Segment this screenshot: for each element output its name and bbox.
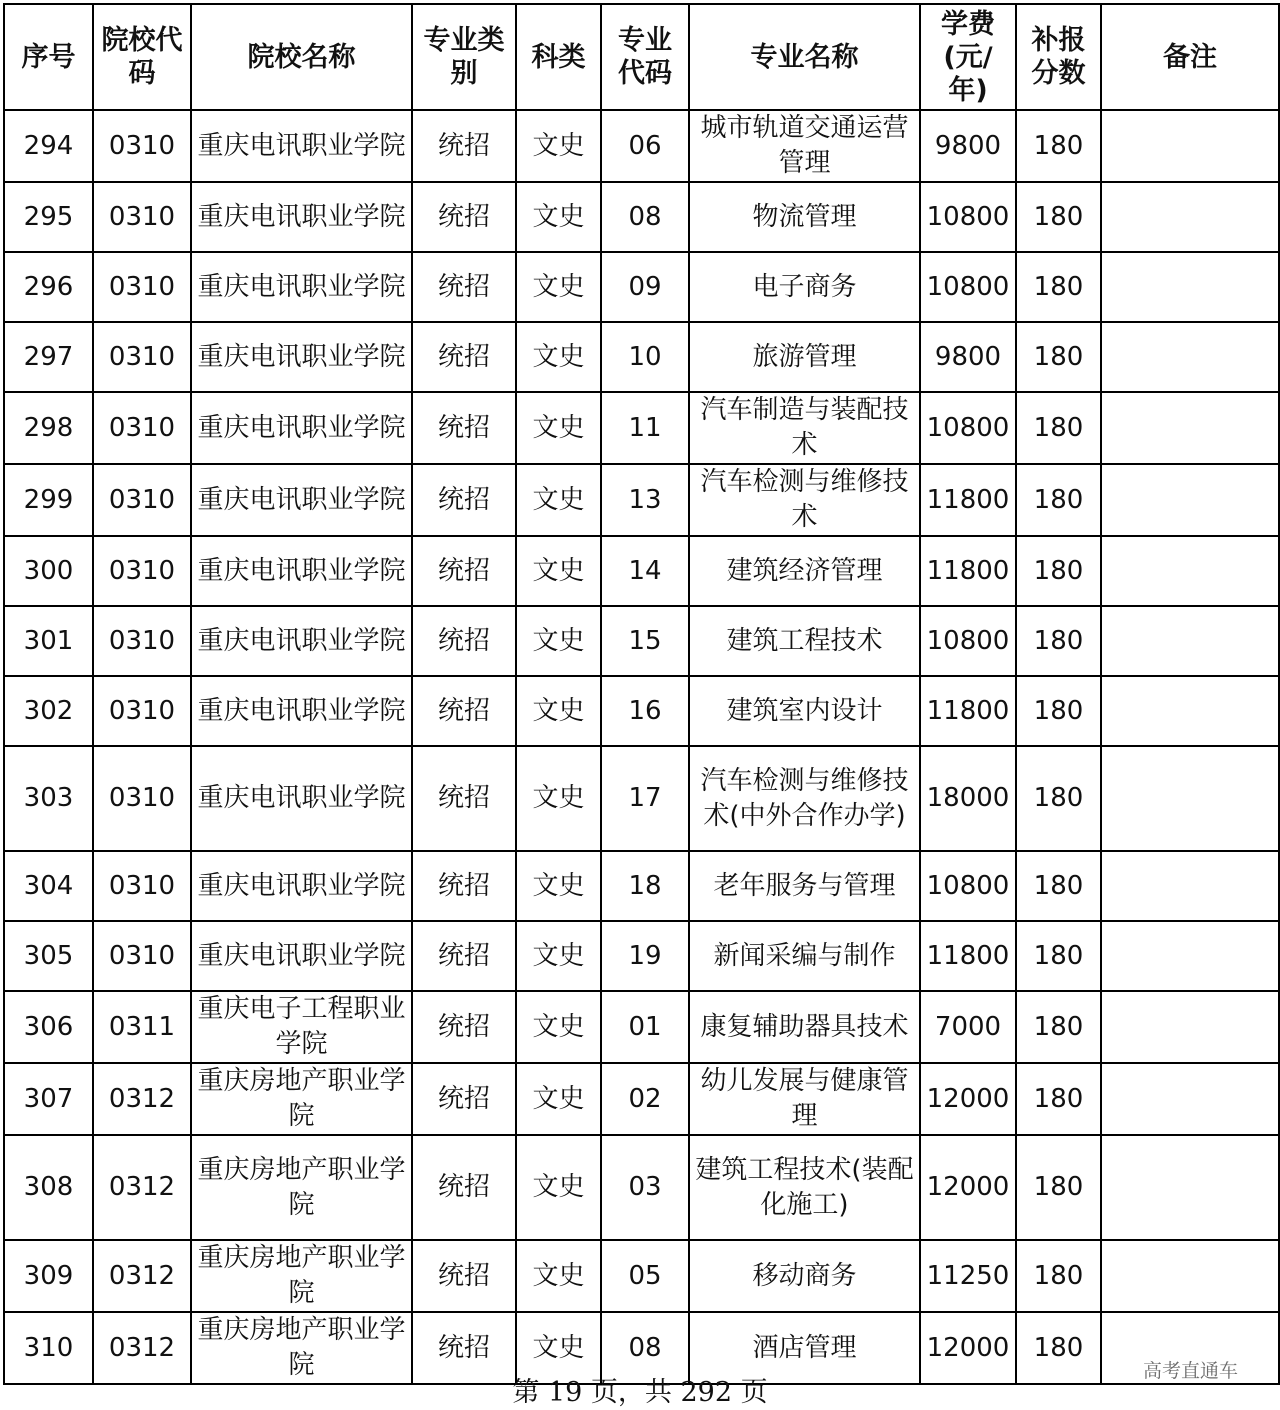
cell-major-name: 幼儿发展与健康管理 xyxy=(689,1063,920,1135)
cell-major-category: 统招 xyxy=(412,464,516,536)
cell-seq: 306 xyxy=(4,991,93,1063)
cell-school-code: 0310 xyxy=(93,464,191,536)
cell-major-category: 统招 xyxy=(412,746,516,851)
cell-school-name: 重庆电讯职业学院 xyxy=(191,464,412,536)
cell-tuition: 10800 xyxy=(920,606,1016,676)
cell-subject: 文史 xyxy=(516,464,601,536)
cell-major-code: 03 xyxy=(601,1135,689,1240)
cell-major-code: 10 xyxy=(601,322,689,392)
cell-school-name: 重庆电讯职业学院 xyxy=(191,921,412,991)
cell-remark xyxy=(1101,921,1279,991)
header-seq: 序号 xyxy=(4,4,93,110)
cell-school-name: 重庆房地产职业学院 xyxy=(191,1312,412,1384)
cell-major-category: 统招 xyxy=(412,851,516,921)
admission-table xyxy=(3,3,1280,1385)
cell-seq: 307 xyxy=(4,1063,93,1135)
cell-subject: 文史 xyxy=(516,851,601,921)
cell-major-category: 统招 xyxy=(412,110,516,182)
header-remark: 备注 xyxy=(1101,4,1279,110)
cell-major-category: 统招 xyxy=(412,991,516,1063)
table-row xyxy=(4,392,1279,464)
cell-min-score: 180 xyxy=(1016,1135,1101,1240)
cell-school-code: 0312 xyxy=(93,1240,191,1312)
cell-remark xyxy=(1101,322,1279,392)
cell-tuition: 10800 xyxy=(920,851,1016,921)
cell-school-name: 重庆电讯职业学院 xyxy=(191,182,412,252)
cell-min-score: 180 xyxy=(1016,746,1101,851)
cell-seq: 295 xyxy=(4,182,93,252)
table-row xyxy=(4,252,1279,322)
cell-seq: 309 xyxy=(4,1240,93,1312)
cell-major-category: 统招 xyxy=(412,1240,516,1312)
cell-tuition: 18000 xyxy=(920,746,1016,851)
cell-major-category: 统招 xyxy=(412,392,516,464)
cell-subject: 文史 xyxy=(516,392,601,464)
cell-subject: 文史 xyxy=(516,1063,601,1135)
cell-major-name: 汽车制造与装配技术 xyxy=(689,392,920,464)
cell-tuition: 10800 xyxy=(920,252,1016,322)
header-subject: 科类 xyxy=(516,4,601,110)
cell-subject: 文史 xyxy=(516,110,601,182)
cell-school-code: 0310 xyxy=(93,851,191,921)
cell-min-score: 180 xyxy=(1016,392,1101,464)
header-school-name: 院校名称 xyxy=(191,4,412,110)
cell-remark xyxy=(1101,536,1279,606)
cell-major-category: 统招 xyxy=(412,182,516,252)
cell-min-score: 180 xyxy=(1016,536,1101,606)
table-row xyxy=(4,1135,1279,1240)
cell-major-code: 09 xyxy=(601,252,689,322)
cell-tuition: 10800 xyxy=(920,182,1016,252)
table-row xyxy=(4,182,1279,252)
cell-school-code: 0310 xyxy=(93,322,191,392)
cell-major-name: 建筑工程技术(装配化施工) xyxy=(689,1135,920,1240)
cell-school-code: 0310 xyxy=(93,921,191,991)
table-row xyxy=(4,322,1279,392)
cell-tuition: 12000 xyxy=(920,1135,1016,1240)
cell-school-code: 0310 xyxy=(93,392,191,464)
cell-min-score: 180 xyxy=(1016,1240,1101,1312)
cell-major-code: 01 xyxy=(601,991,689,1063)
cell-school-name: 重庆电子工程职业学院 xyxy=(191,991,412,1063)
cell-min-score: 180 xyxy=(1016,991,1101,1063)
cell-tuition: 11800 xyxy=(920,921,1016,991)
cell-major-code: 19 xyxy=(601,921,689,991)
cell-remark xyxy=(1101,464,1279,536)
cell-major-category: 统招 xyxy=(412,252,516,322)
table-row xyxy=(4,851,1279,921)
cell-major-category: 统招 xyxy=(412,322,516,392)
cell-seq: 302 xyxy=(4,676,93,746)
cell-remark xyxy=(1101,182,1279,252)
cell-seq: 310 xyxy=(4,1312,93,1384)
table-row xyxy=(4,746,1279,851)
cell-subject: 文史 xyxy=(516,1135,601,1240)
cell-seq: 301 xyxy=(4,606,93,676)
cell-tuition: 12000 xyxy=(920,1312,1016,1384)
cell-subject: 文史 xyxy=(516,1240,601,1312)
cell-major-name: 建筑室内设计 xyxy=(689,676,920,746)
cell-major-code: 13 xyxy=(601,464,689,536)
header-row xyxy=(4,4,1279,110)
cell-subject: 文史 xyxy=(516,182,601,252)
header-tuition: 学费(元/年) xyxy=(920,4,1016,110)
cell-seq: 300 xyxy=(4,536,93,606)
header-major-category: 专业类别 xyxy=(412,4,516,110)
cell-major-category: 统招 xyxy=(412,1312,516,1384)
cell-remark xyxy=(1101,991,1279,1063)
cell-major-code: 08 xyxy=(601,1312,689,1384)
header-min-score: 补报分数 xyxy=(1016,4,1101,110)
table-row xyxy=(4,1240,1279,1312)
cell-min-score: 180 xyxy=(1016,1312,1101,1384)
table-row xyxy=(4,110,1279,182)
cell-school-name: 重庆电讯职业学院 xyxy=(191,392,412,464)
cell-seq: 304 xyxy=(4,851,93,921)
header-major-code: 专业代码 xyxy=(601,4,689,110)
cell-school-code: 0310 xyxy=(93,746,191,851)
table-row xyxy=(4,921,1279,991)
page-number: 第 19 页，共 292 页 xyxy=(512,1377,768,1408)
cell-subject: 文史 xyxy=(516,746,601,851)
cell-seq: 298 xyxy=(4,392,93,464)
cell-remark xyxy=(1101,851,1279,921)
cell-major-name: 新闻采编与制作 xyxy=(689,921,920,991)
cell-subject: 文史 xyxy=(516,536,601,606)
cell-min-score: 180 xyxy=(1016,252,1101,322)
cell-major-category: 统招 xyxy=(412,536,516,606)
cell-min-score: 180 xyxy=(1016,921,1101,991)
cell-min-score: 180 xyxy=(1016,182,1101,252)
cell-tuition: 7000 xyxy=(920,991,1016,1063)
cell-tuition: 11800 xyxy=(920,464,1016,536)
cell-major-code: 06 xyxy=(601,110,689,182)
cell-school-code: 0310 xyxy=(93,606,191,676)
cell-remark xyxy=(1101,676,1279,746)
cell-min-score: 180 xyxy=(1016,464,1101,536)
table-row xyxy=(4,1063,1279,1135)
table-row xyxy=(4,676,1279,746)
cell-major-name: 酒店管理 xyxy=(689,1312,920,1384)
cell-school-code: 0310 xyxy=(93,252,191,322)
cell-min-score: 180 xyxy=(1016,851,1101,921)
cell-min-score: 180 xyxy=(1016,110,1101,182)
cell-major-name: 康复辅助器具技术 xyxy=(689,991,920,1063)
cell-school-code: 0312 xyxy=(93,1135,191,1240)
cell-major-category: 统招 xyxy=(412,606,516,676)
cell-school-code: 0311 xyxy=(93,991,191,1063)
cell-subject: 文史 xyxy=(516,322,601,392)
cell-tuition: 11250 xyxy=(920,1240,1016,1312)
header-school-code: 院校代码 xyxy=(93,4,191,110)
cell-tuition: 11800 xyxy=(920,676,1016,746)
cell-school-name: 重庆电讯职业学院 xyxy=(191,252,412,322)
table-row xyxy=(4,991,1279,1063)
cell-min-score: 180 xyxy=(1016,606,1101,676)
cell-major-name: 移动商务 xyxy=(689,1240,920,1312)
cell-major-code: 14 xyxy=(601,536,689,606)
cell-tuition: 9800 xyxy=(920,322,1016,392)
cell-major-name: 老年服务与管理 xyxy=(689,851,920,921)
cell-major-name: 物流管理 xyxy=(689,182,920,252)
table-row xyxy=(4,536,1279,606)
cell-subject: 文史 xyxy=(516,991,601,1063)
cell-subject: 文史 xyxy=(516,1312,601,1384)
cell-school-name: 重庆电讯职业学院 xyxy=(191,606,412,676)
cell-school-code: 0310 xyxy=(93,676,191,746)
cell-major-name: 建筑工程技术 xyxy=(689,606,920,676)
cell-school-code: 0310 xyxy=(93,110,191,182)
cell-major-category: 统招 xyxy=(412,1135,516,1240)
cell-major-code: 05 xyxy=(601,1240,689,1312)
cell-school-name: 重庆电讯职业学院 xyxy=(191,851,412,921)
cell-major-name: 旅游管理 xyxy=(689,322,920,392)
cell-major-code: 15 xyxy=(601,606,689,676)
table-row xyxy=(4,464,1279,536)
cell-major-category: 统招 xyxy=(412,1063,516,1135)
cell-min-score: 180 xyxy=(1016,322,1101,392)
cell-school-name: 重庆房地产职业学院 xyxy=(191,1063,412,1135)
cell-major-code: 16 xyxy=(601,676,689,746)
cell-school-name: 重庆电讯职业学院 xyxy=(191,110,412,182)
cell-school-code: 0310 xyxy=(93,182,191,252)
cell-major-name: 汽车检测与维修技术(中外合作办学) xyxy=(689,746,920,851)
cell-major-name: 城市轨道交通运营管理 xyxy=(689,110,920,182)
cell-major-code: 02 xyxy=(601,1063,689,1135)
cell-subject: 文史 xyxy=(516,921,601,991)
cell-major-code: 17 xyxy=(601,746,689,851)
cell-seq: 296 xyxy=(4,252,93,322)
cell-major-code: 11 xyxy=(601,392,689,464)
cell-remark xyxy=(1101,252,1279,322)
cell-major-code: 08 xyxy=(601,182,689,252)
cell-major-code: 18 xyxy=(601,851,689,921)
cell-school-name: 重庆房地产职业学院 xyxy=(191,1135,412,1240)
cell-remark xyxy=(1101,1063,1279,1135)
cell-school-name: 重庆电讯职业学院 xyxy=(191,746,412,851)
cell-seq: 303 xyxy=(4,746,93,851)
cell-min-score: 180 xyxy=(1016,1063,1101,1135)
cell-remark xyxy=(1101,110,1279,182)
cell-remark xyxy=(1101,1240,1279,1312)
cell-tuition: 9800 xyxy=(920,110,1016,182)
cell-school-code: 0312 xyxy=(93,1063,191,1135)
cell-remark xyxy=(1101,606,1279,676)
cell-major-category: 统招 xyxy=(412,921,516,991)
cell-major-name: 电子商务 xyxy=(689,252,920,322)
cell-school-name: 重庆房地产职业学院 xyxy=(191,1240,412,1312)
cell-major-category: 统招 xyxy=(412,676,516,746)
cell-seq: 294 xyxy=(4,110,93,182)
cell-major-name: 汽车检测与维修技术 xyxy=(689,464,920,536)
cell-min-score: 180 xyxy=(1016,676,1101,746)
cell-subject: 文史 xyxy=(516,676,601,746)
cell-seq: 299 xyxy=(4,464,93,536)
cell-remark xyxy=(1101,1135,1279,1240)
cell-tuition: 10800 xyxy=(920,392,1016,464)
cell-subject: 文史 xyxy=(516,606,601,676)
cell-tuition: 12000 xyxy=(920,1063,1016,1135)
cell-remark xyxy=(1101,392,1279,464)
table-row xyxy=(4,606,1279,676)
cell-school-name: 重庆电讯职业学院 xyxy=(191,676,412,746)
cell-seq: 305 xyxy=(4,921,93,991)
cell-seq: 297 xyxy=(4,322,93,392)
cell-remark xyxy=(1101,746,1279,851)
cell-school-name: 重庆电讯职业学院 xyxy=(191,322,412,392)
cell-school-code: 0310 xyxy=(93,536,191,606)
cell-major-name: 建筑经济管理 xyxy=(689,536,920,606)
cell-subject: 文史 xyxy=(516,252,601,322)
cell-tuition: 11800 xyxy=(920,536,1016,606)
watermark-text: 高考直通车 xyxy=(1143,1360,1239,1382)
cell-school-code: 0312 xyxy=(93,1312,191,1384)
header-major-name: 专业名称 xyxy=(689,4,920,110)
cell-school-name: 重庆电讯职业学院 xyxy=(191,536,412,606)
cell-seq: 308 xyxy=(4,1135,93,1240)
